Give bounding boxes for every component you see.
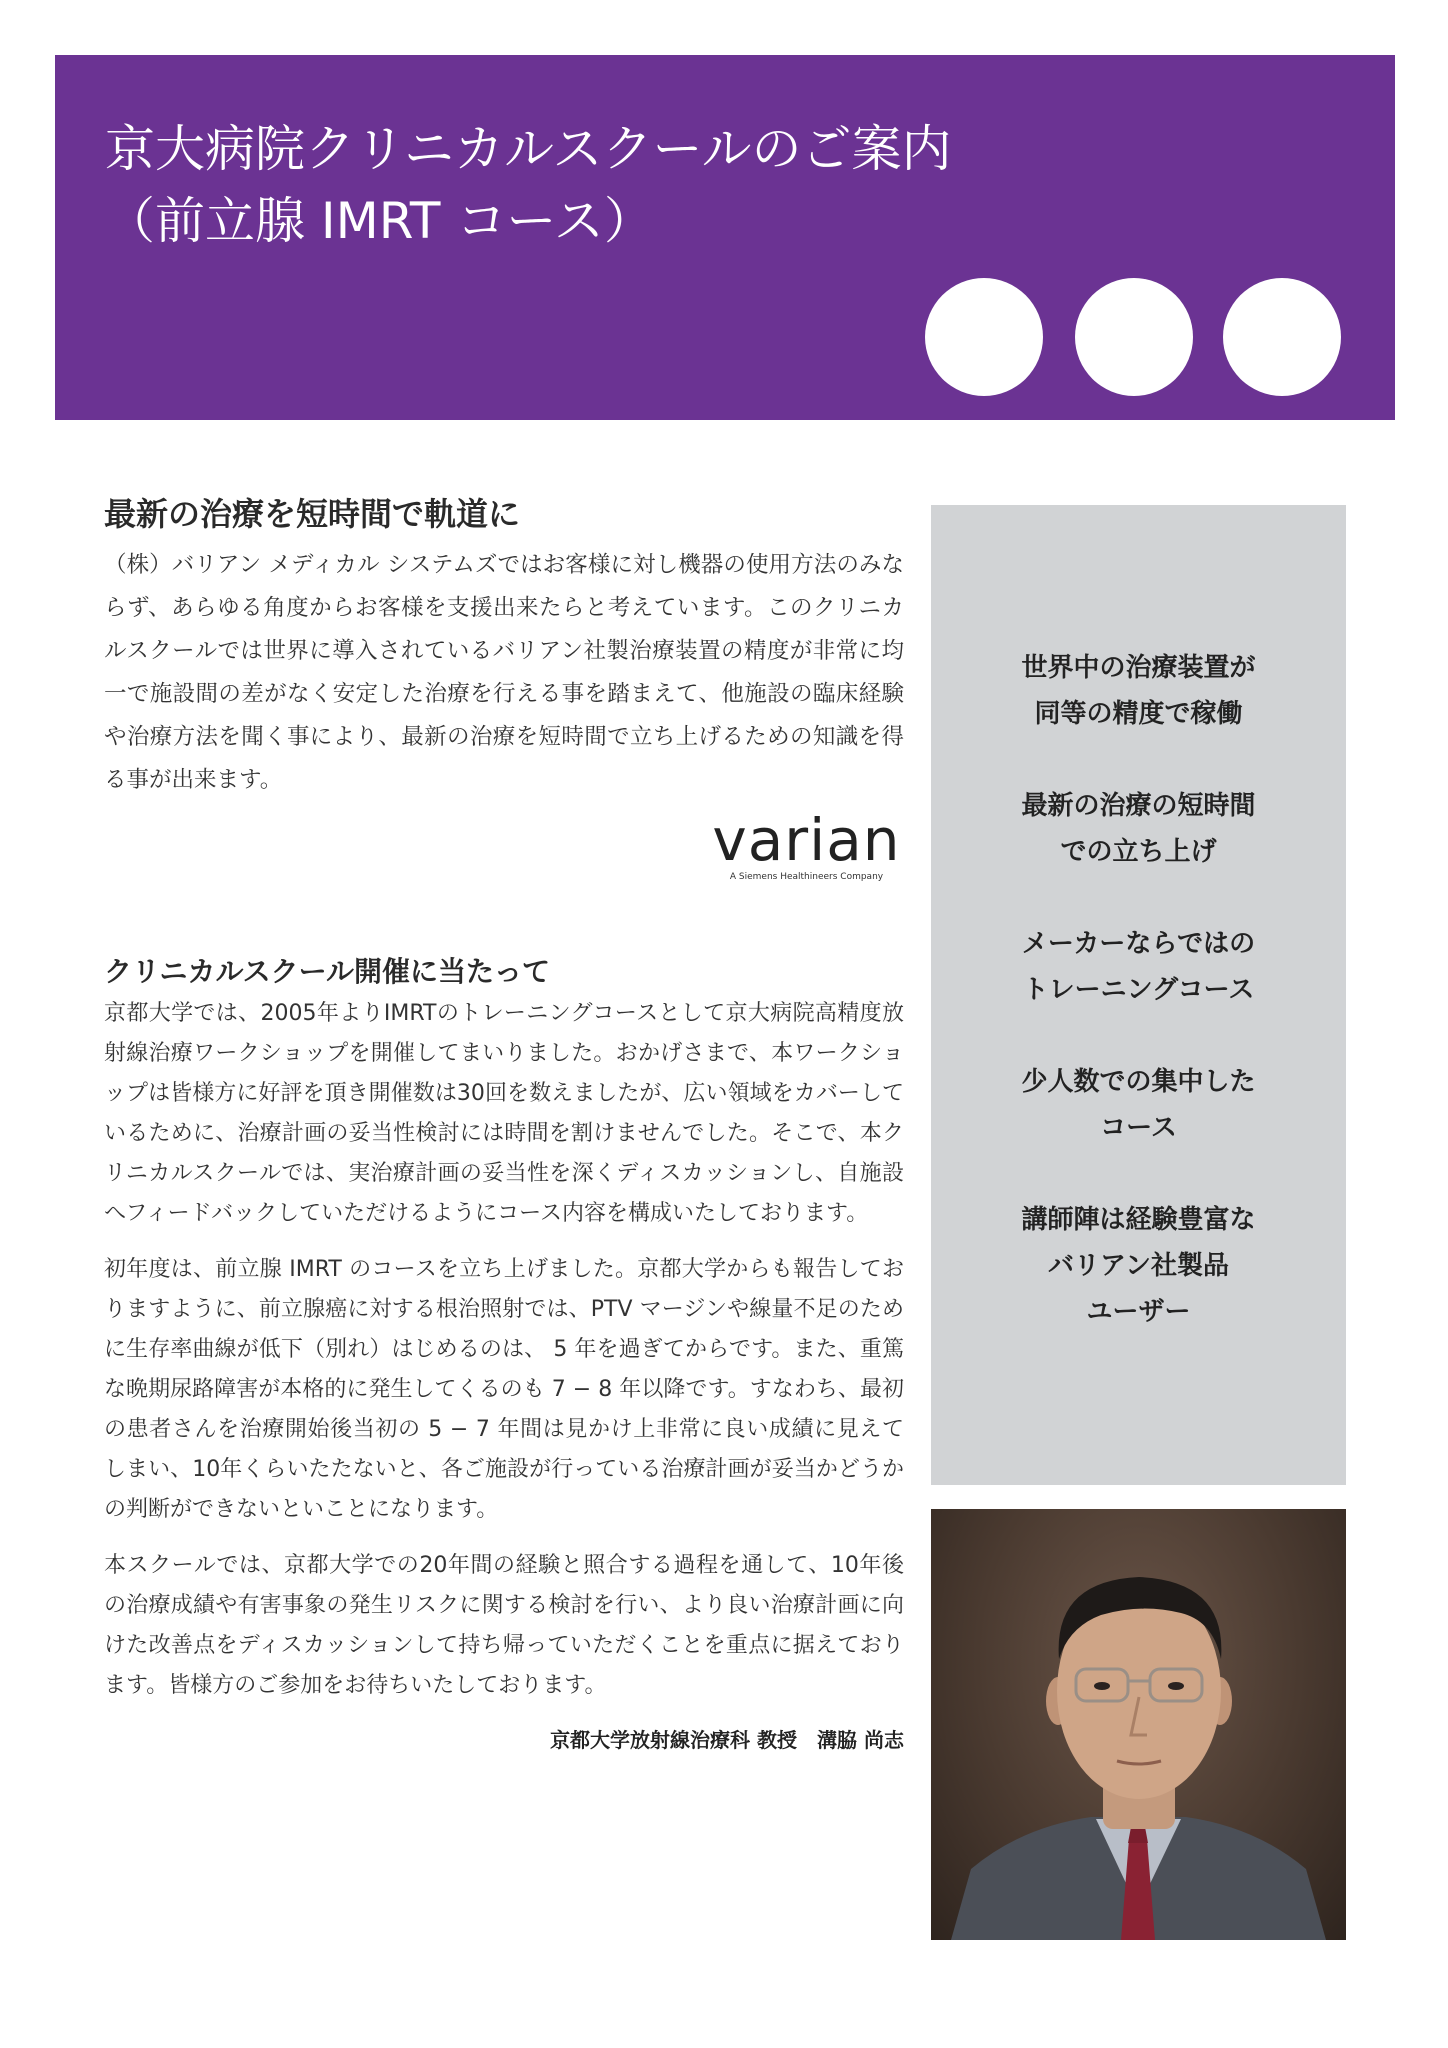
main-column bbox=[104, 490, 904, 1753]
logo-area bbox=[104, 808, 904, 908]
section2-paragraph-1: 京都大学では、2005年よりIMRTのトレーニングコースとして京大病院高精度放射線治療ワークショップを開催してまいりました。おかげさまで、本ワークショップは皆様方に好評を頂き開催数は30回を数えましたが、広い領域をカバーしているために、治療計画の妥当性検討には時間を割けませんでした。そこで、本クリニカルスクールでは、実治療計画の妥当性を深くディスカッションし、自施設へフィードバックしていただけるようにコース内容を構成いたしております。 bbox=[104, 1001, 904, 1226]
portrait-illustration bbox=[931, 1509, 1346, 1940]
feature-item: 講師陣は経験豊富な バリアン社製品 ユーザー bbox=[1021, 1205, 1256, 1327]
title-line-1: 京大病院クリニカルスクールのご案内 bbox=[105, 120, 952, 178]
decorative-circle-2 bbox=[1075, 278, 1193, 396]
feature-item: 世界中の治療装置が 同等の精度で稼働 bbox=[1021, 653, 1256, 729]
page-title bbox=[105, 113, 952, 257]
section2-heading: クリニカルスクール開催に当たって bbox=[104, 955, 551, 988]
professor-portrait-photo bbox=[931, 1509, 1346, 1940]
section2-paragraph-2: 初年度は、前立腺 IMRT のコースを立ち上げました。京都大学からも報告しておりますように、前立腺癌に対する根治照射では、PTV マージンや線量不足のために生存率曲線が低下（別れ）はじめるのは、 5 年を過ぎてからです。また、重篤な晩期尿路障害が本格的に発生してくるのも 7 − 8 年以降です。すなわち、最初の患者さんを治療開始後当初の 5 − 7 年間は見かけ上非常に良い成績に見えてしまい、10年くらいたたないと、各ご施設が行っている治療計画が妥当かどうかの判断ができないといことになります。 bbox=[104, 1257, 904, 1522]
section-latest-treatment bbox=[104, 490, 904, 802]
section2-paragraph-3: 本スクールでは、京都大学での20年間の経験と照合する過程を通して、10年後の治療成績や有害事象の発生リスクに関する検討を行い、より良い治療計画に向けた改善点をディスカッションして持ち帰っていただくことを重点に据えております。皆様方のご参加をお待ちいたしております。 bbox=[104, 1553, 904, 1698]
decorative-circle-1 bbox=[925, 278, 1043, 396]
varian-logo bbox=[709, 808, 904, 908]
feature-sidebar bbox=[931, 505, 1346, 1485]
logo-wordmark: varian bbox=[712, 806, 901, 874]
signature: 京都大学放射線治療科 教授 溝脇 尚志 bbox=[550, 1728, 904, 1752]
decorative-circle-3 bbox=[1223, 278, 1341, 396]
section1-heading: 最新の治療を短時間で軌道に bbox=[104, 495, 521, 533]
section1-body: （株）バリアン メディカル システムズではお客様に対し機器の使用方法のみならず、あらゆる角度からお客様を支援出来たらと考えています。このクリニカルスクールでは世界に導入されているバリアン社製治療装置の精度が非常に均一で施設間の差がなく安定した治療を行える事を踏まえて、他施設の臨床経験や治療方法を聞く事により、最新の治療を短時間で立ち上げるための知識を得る事が出来ます。 bbox=[104, 552, 904, 793]
feature-item: 最新の治療の短時間 での立ち上げ bbox=[1021, 791, 1256, 867]
feature-item: 少人数での集中した コース bbox=[1021, 1067, 1256, 1143]
feature-list bbox=[931, 645, 1346, 1381]
logo-tagline: A Siemens Healthineers Company bbox=[729, 872, 884, 882]
section-clinical-school bbox=[104, 950, 904, 1753]
header-banner bbox=[55, 55, 1395, 420]
feature-item: メーカーならではの トレーニングコース bbox=[1021, 929, 1256, 1005]
title-line-2: （前立腺 IMRT コース） bbox=[105, 192, 654, 250]
